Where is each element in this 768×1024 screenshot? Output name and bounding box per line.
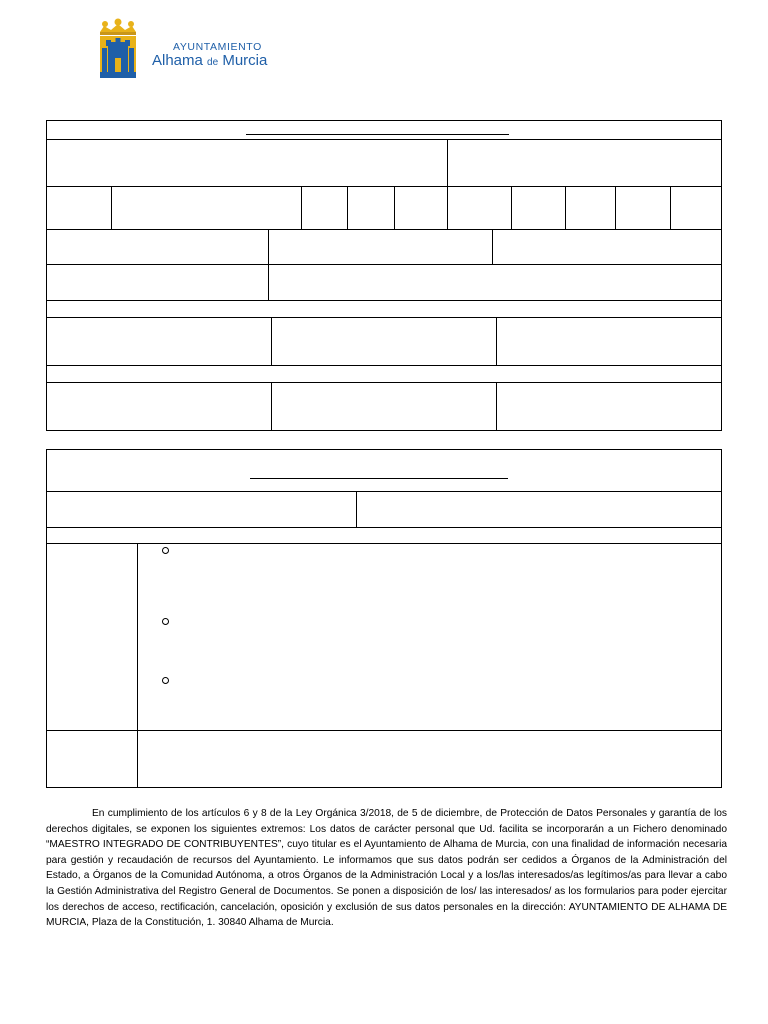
field-request-ref[interactable]: [46, 491, 356, 527]
data-protection-text: En cumplimiento de los artículos 6 y 8 de la Ley Orgánica 3/2018, de 5 de diciembre, de Protección de Datos Personales y garantía de los derechos digitales, se exponen los siguientes extremos: Los datos de carácter personal que Ud. facilita se incorporarán a un Fichero denominado “MAESTRO INTEGRADO DE CONTRIBUYENTES”, cuyo titular es el Ayuntamiento de Alhama de Murcia, con una finalidad de información necesaria para gestión y recaudación de recursos del Ayuntamiento. Le informamos que sus datos podrán ser cedidos a Órganos de la Administración del Estado, a Órganos de la Comunidad Autónoma, a otros Órganos de la Administración Local y a los/las interesados/as legítimos/as para llevar a cabo la Gestión Administrativa del Registro General de Documentos. Se ponen a disposición de los/ las interesados/ as los formularios para poder ejercitar los derechos de acceso, rectificación, cancelación, oposición y exclusión de sus datos personales en la dirección: AYUNTAMIENTO DE ALHAMA DE MURCIA, Plaza de la Constitución, 1. 30840 Alhama de Murcia.: [46, 808, 727, 929]
field-province[interactable]: [493, 229, 722, 264]
field-postal-code[interactable]: [46, 229, 268, 264]
field-email[interactable]: [269, 264, 722, 300]
field-floor[interactable]: [448, 186, 511, 229]
logo-town-last: Murcia: [222, 52, 268, 69]
option-radio-2[interactable]: [162, 618, 169, 625]
field-street-type[interactable]: [46, 186, 111, 229]
field-rep-name[interactable]: [46, 317, 271, 365]
field-stair[interactable]: [395, 186, 447, 229]
options-label-cell: [46, 543, 137, 730]
options-cell: [138, 543, 722, 730]
logo-line-ayuntamiento: AYUNTAMIENTO: [173, 41, 262, 53]
field-id-number[interactable]: [448, 139, 722, 187]
logo-line-town-name: [152, 52, 267, 69]
field-number[interactable]: [302, 186, 347, 229]
field-door[interactable]: [512, 186, 565, 229]
field-municipality[interactable]: [269, 229, 492, 264]
option-radio-3[interactable]: [162, 677, 169, 684]
field-extra-1[interactable]: [566, 186, 615, 229]
signature-label-cell: [46, 730, 137, 788]
field-rep-contact[interactable]: [497, 317, 722, 365]
field-extra-3[interactable]: [671, 186, 722, 229]
field-block[interactable]: [348, 186, 394, 229]
field-rep-id[interactable]: [272, 317, 496, 365]
field-notify-1[interactable]: [46, 382, 271, 431]
logo-town-de: de: [207, 57, 219, 68]
field-phone[interactable]: [46, 264, 268, 300]
field-notify-2[interactable]: [272, 382, 496, 431]
section-title-underline: [246, 134, 509, 135]
field-extra-2[interactable]: [616, 186, 670, 229]
field-notify-3[interactable]: [497, 382, 722, 431]
signature-field[interactable]: [138, 730, 722, 788]
option-radio-1[interactable]: [162, 547, 169, 554]
field-name[interactable]: [46, 139, 448, 187]
data-protection-notice: [46, 806, 727, 931]
field-request-date[interactable]: [357, 491, 722, 527]
field-street-name[interactable]: [112, 186, 301, 229]
castle-crest-icon: [94, 18, 142, 82]
section2-title-underline: [250, 478, 508, 479]
logo-town-first: Alhama: [152, 52, 203, 69]
